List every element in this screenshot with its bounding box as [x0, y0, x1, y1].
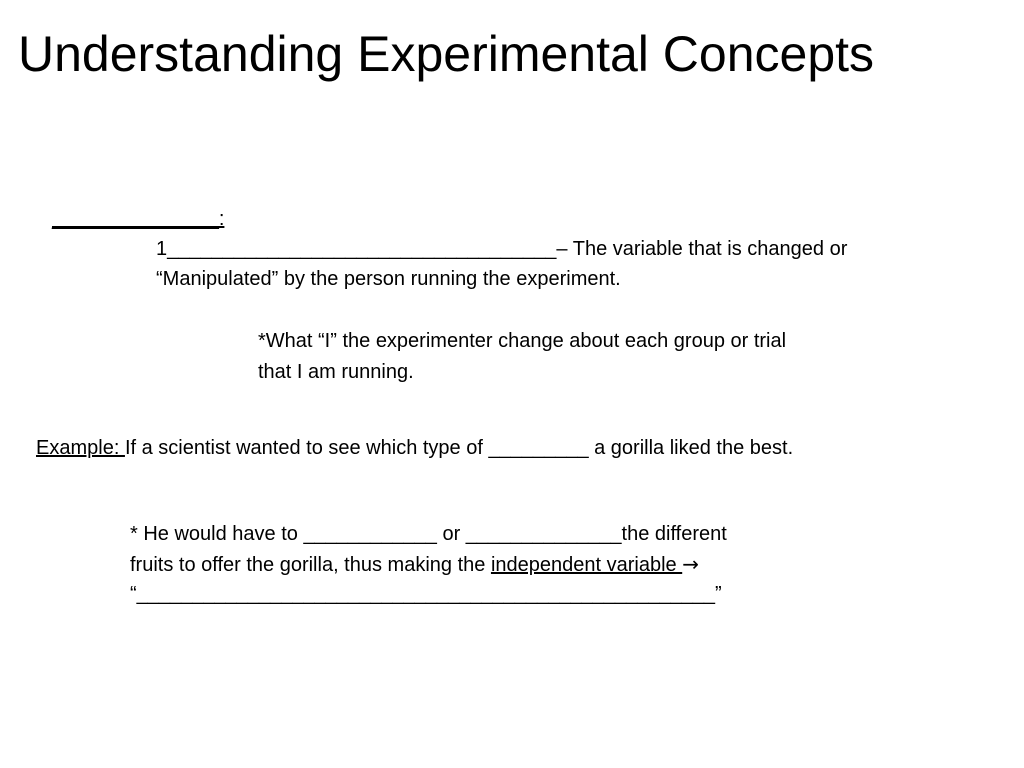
- explanation-line-1: * He would have to ____________ or ______________the different: [130, 523, 727, 545]
- slide-title: Understanding Experimental Concepts: [18, 26, 875, 82]
- heading-blank: [52, 207, 224, 231]
- heading-blank-text: _______________:: [52, 208, 225, 230]
- explanation-line-2-prefix: fruits to offer the gorilla, thus making the: [130, 554, 491, 576]
- explanation-line-3: “____________________________________________________”: [130, 583, 722, 605]
- example-line: [36, 436, 793, 460]
- note-line-2: that I am running.: [258, 361, 414, 383]
- note-line-1: *What “I” the experimenter change about each group or trial: [258, 330, 787, 352]
- definition-line-2: “Manipulated” by the person running the experiment.: [156, 268, 621, 290]
- arrow-right-icon: →: [682, 552, 699, 576]
- example-text: If a scientist wanted to see which type of _________ a gorilla liked the best.: [124, 437, 794, 459]
- independent-variable-term: independent variable: [490, 554, 683, 576]
- example-label: Example:: [36, 437, 125, 459]
- definition-line-1: 1___________________________________– The variable that is changed or: [156, 238, 848, 260]
- explanation-line-2: [130, 552, 699, 577]
